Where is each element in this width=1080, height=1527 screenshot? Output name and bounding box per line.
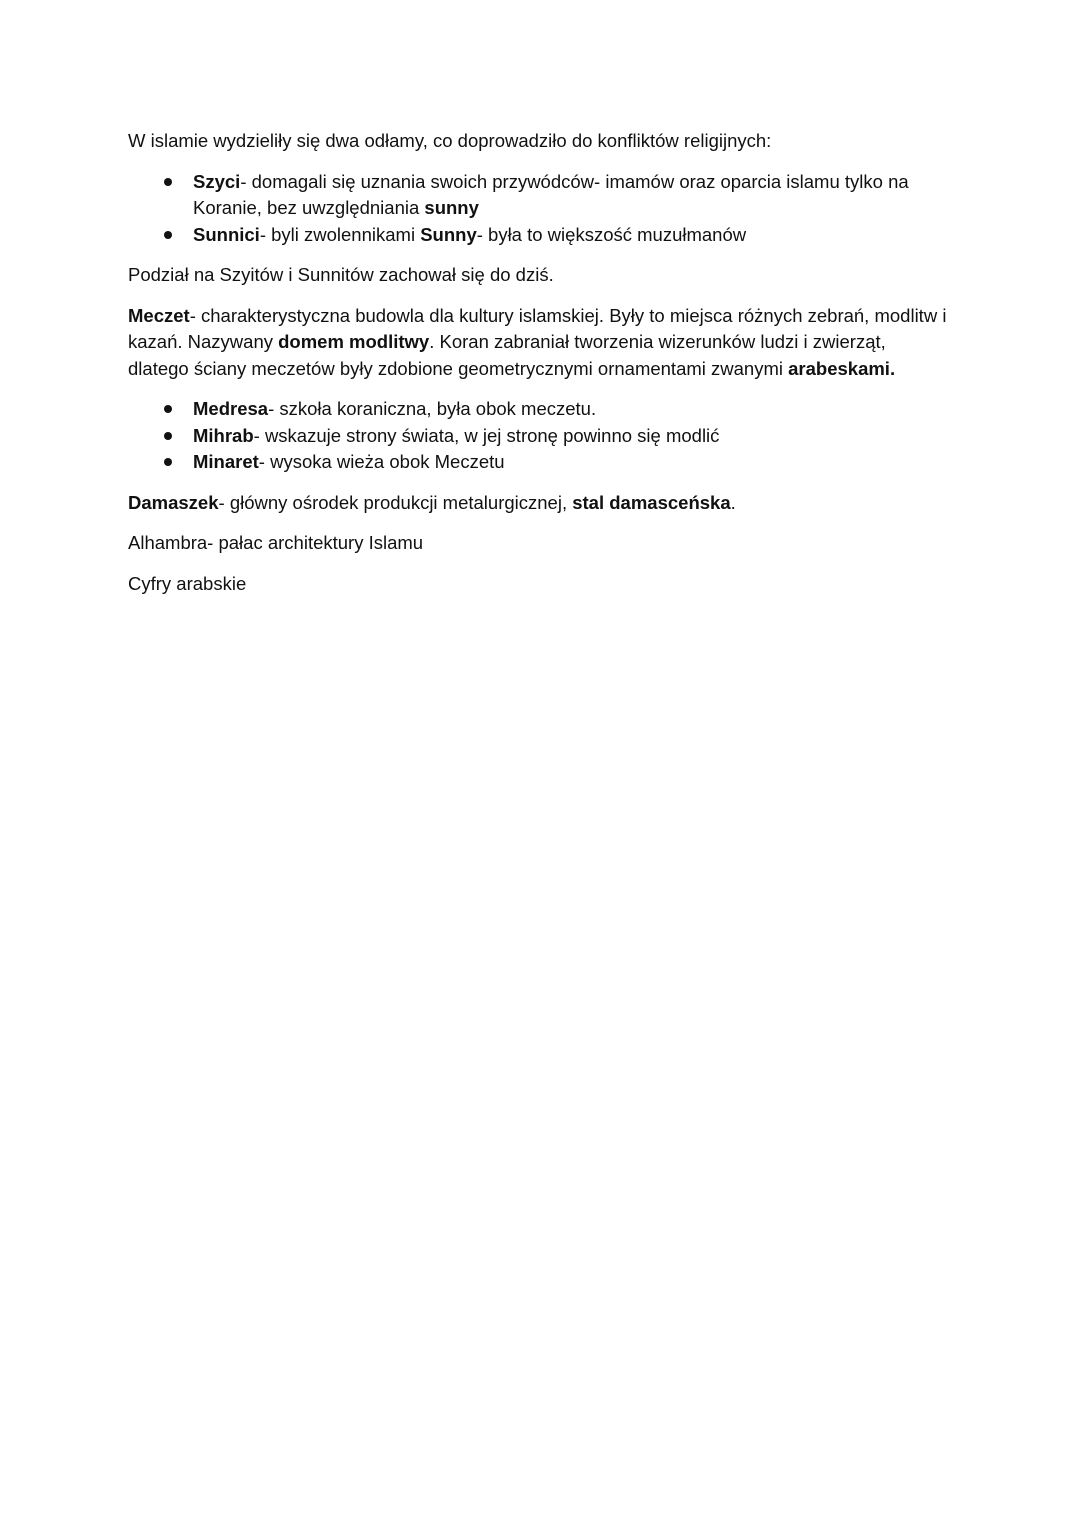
term-arabeski: arabeskami. xyxy=(788,357,896,379)
sects-list xyxy=(128,169,948,249)
alhambra-paragraph: Alhambra- pałac architektury Islamu xyxy=(128,532,424,553)
list-item-minaret: Minaret- wysoka wieża obok Meczetu xyxy=(128,449,948,476)
intro-paragraph: W islamie wydzieliły się dwa odłamy, co doprowadziło do konfliktów religijnych: xyxy=(128,130,772,151)
mosque-parts-list xyxy=(128,396,948,476)
bullet-icon xyxy=(164,405,172,413)
list-item-medresa: Medresa- szkoła koraniczna, była obok meczetu. xyxy=(128,396,948,423)
meczet-paragraph: Meczet- charakterystyczna budowla dla kultury islamskiej. Były to miejsca różnych zebrań, modlitw i kazań. Nazywany domem modlitwy. Koran zabraniał tworzenia wizerunków ludzi i zwierząt, dlatego ściany meczetów były zdobione geometrycznymi ornamentami zwanymi arabeskami. xyxy=(128,304,947,379)
term-damaszek: Damaszek xyxy=(128,491,219,513)
term-sunny: Sunny xyxy=(420,223,477,245)
szyci-description: - domagali się uznania swoich przywódców- imamów oraz oparcia islamu tylko na Koranie, bez uwzględniania xyxy=(193,170,909,218)
document-body xyxy=(128,128,948,611)
term-szyci: Szyci xyxy=(193,170,241,192)
term-sunny: sunny xyxy=(424,197,479,218)
digits-paragraph: Cyfry arabskie xyxy=(128,572,247,594)
term-minaret: Minaret xyxy=(193,451,259,472)
sunnici-description: - byli zwolennikami xyxy=(259,223,421,245)
term-meczet: Meczet xyxy=(128,304,190,326)
list-item-szyci xyxy=(128,169,948,222)
bullet-icon xyxy=(164,178,172,186)
term-mihrab: Mihrab xyxy=(193,424,254,446)
bullet-icon xyxy=(164,231,172,239)
bullet-icon xyxy=(164,432,172,440)
term-medresa: Medresa xyxy=(193,398,269,419)
division-paragraph: Podział na Szyitów i Sunnitów zachował się do dziś. xyxy=(128,264,554,285)
list-item-sunnici xyxy=(128,222,948,249)
damaszek-paragraph: Damaszek- główny ośrodek produkcji metalurgicznej, stal damasceńska. xyxy=(128,491,736,513)
sunnici-description-end: - była to większość muzułmanów xyxy=(476,223,747,245)
term-sunnici: Sunnici xyxy=(193,223,260,245)
bullet-icon xyxy=(164,458,172,466)
term-stal-damascenska: stal damasceńska xyxy=(572,491,731,513)
term-dom-modlitwy: domem modlitwy xyxy=(278,331,430,352)
list-item-mihrab: Mihrab- wskazuje strony świata, w jej stronę powinno się modlić xyxy=(128,423,948,450)
